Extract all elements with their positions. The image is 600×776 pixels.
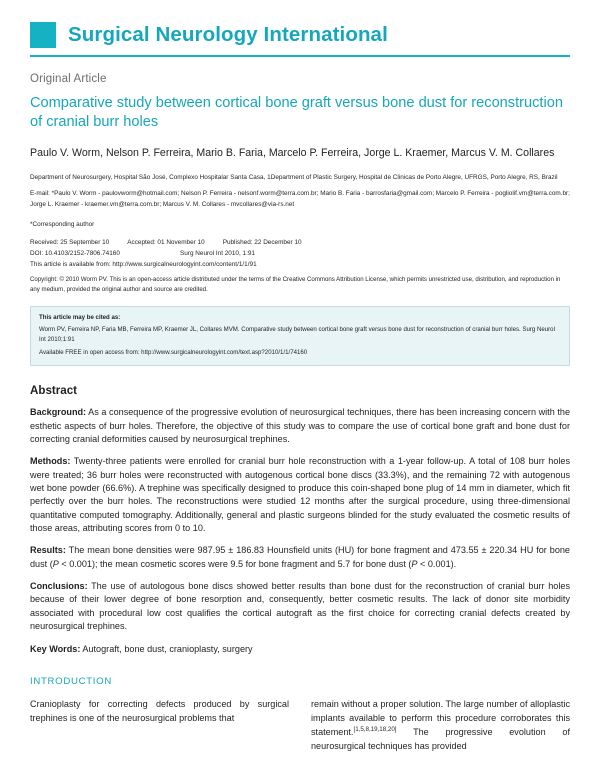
- citation-superscript: [1,5,8,19,18,20]: [353, 725, 397, 733]
- affiliations: Department of Neurosurgery, Hospital São José, Complexo Hospitalar Santa Casa, 1Department of Plastic Surgery, Hospital de Clinicas de Porto Alegre, UFRGS, Porto Alegre, RS, Brazil: [30, 173, 558, 181]
- abstract-results-p-1: P: [52, 558, 59, 569]
- abstract-heading: Abstract: [30, 384, 78, 398]
- journal-logo-mark: [30, 22, 56, 48]
- author-names: Paulo V. Worm, Nelson P. Ferreira, Mario B. Faria, Marcelo P. Ferreira, Jorge L. Kraemer, Marcus V. M. Collares: [30, 146, 555, 159]
- keywords-label: Key Words:: [30, 643, 81, 654]
- citation-box-heading: This article may be cited as:: [39, 313, 121, 321]
- copyright-note: Copyright: © 2010 Worm PV. This is an open-access article distributed under the terms of the Creative Commons Attribution License, which permits unrestricted use, distribution, and reproduction in any medium, provided the original author and source are credited.: [30, 276, 561, 294]
- citation-box: [30, 306, 570, 366]
- accepted-date: Accepted: 01 November 10: [127, 238, 205, 246]
- abstract-results-text-1: The mean bone densities were 987.95 ± 186.83 Hounsfield units (HU) for bone fragment and 473.55 ± 220.34 HU for bone dust (: [30, 545, 570, 569]
- abstract-results-text-2: < 0.001); the mean cosmetic scores were 9.5 for bone fragment and 5.7 for bone dust (: [58, 558, 412, 569]
- published-date: Published: 22 December 10: [222, 238, 302, 246]
- article-type-kicker: Original Article: [30, 73, 107, 85]
- publication-dates: [30, 237, 570, 271]
- open-access-link[interactable]: Available FREE in open access from: http://www.surgicalneurologyint.com/text.asp?2010/1/1/74160: [39, 349, 308, 357]
- abstract-results: [30, 544, 570, 571]
- abstract-methods: [30, 455, 570, 535]
- keywords: [30, 643, 570, 656]
- keywords-text: Autograft, bone dust, cranioplasty, surgery: [80, 643, 253, 654]
- masthead: [0, 0, 600, 48]
- abstract-section: [0, 366, 600, 656]
- article-title: Comparative study between cortical bone graft versus bone dust for reconstruction of cranial burr holes: [30, 95, 563, 131]
- author-list: [30, 146, 570, 161]
- corresponding-author-note: *Corresponding author: [30, 220, 95, 228]
- abstract-background: [30, 406, 570, 446]
- author-emails: E-mail: *Paulo V. Worm - paulovworm@hotmail.com; Nelson P. Ferreira - nelsonf.worm@terra.com.br; Mario B. Faria - barrosfaria@gmail.com; Marcelo P. Ferreira - pogliolif.vm@terra.com.br; Jorge L. Kraemer - kraemer.vm@terra.com.br; Marcus V. M. Collares - mvcollares@via-rs.net: [30, 190, 570, 208]
- abstract-conclusions: [30, 580, 570, 633]
- body-column-left: Cranioplasty for correcting defects produced by surgical trephines is one of the neurosurgical problems that: [30, 698, 289, 723]
- doi: DOI: 10.4103/2152-7806.74160: [30, 250, 120, 258]
- abstract-results-label: Results:: [30, 545, 66, 556]
- abstract-conclusions-label: Conclusions:: [30, 581, 88, 592]
- abstract-background-text: As a consequence of the progressive evolution of neurosurgical techniques, there has been increasing concern with the esthetic aspects of burr holes. Therefore, the objective of this study was to compare the use of cortical bone graft and bone dust for correcting cranial deformities caused by neurosurgical trephines.: [30, 407, 570, 444]
- body-columns: [0, 687, 600, 753]
- abstract-background-label: Background:: [30, 407, 87, 418]
- body-column-right: [311, 697, 570, 753]
- introduction-heading: INTRODUCTION: [30, 675, 112, 687]
- abstract-methods-text: Twenty-three patients were enrolled for cranial burr hole reconstruction with a 1-year follow-up. A total of 108 burr holes were treated; 36 burr holes were reconstructed with autogenous cortical bone discs (33.3%), and the remaining 72 with autogenous wet bone powder (66.6%). A trephine was specifically designed to produce this coin-shaped bone plug of 14 mm in diameter, which fit perfectly over the burr holes. The reconstructions were studied 12 months after the surgical procedure, using three-dimensional quantitative computed tomography. Additionally, general and plastic surgeons blinded for the study evaluated the cosmetic results of those areas, attributing scores from 0 to 10.: [30, 456, 570, 534]
- abstract-results-text-3: < 0.001).: [417, 558, 457, 569]
- article-header: [0, 57, 600, 295]
- received-date: Received: 25 September 10: [30, 238, 110, 246]
- citation-text: Worm PV, Ferreira NP, Faria MB, Ferreira MP, Kraemer JL, Collares MVM. Comparative study between cortical bone graft versus bone dust for reconstruction of cranial burr holes. Surg Neurol Int 2010;1:91: [39, 326, 555, 344]
- article-availability-note: This article is available from: http://www.surgicalneurologyint.com/content/1/1/91: [30, 261, 257, 269]
- abstract-results-p-2: P: [411, 558, 418, 569]
- abstract-methods-label: Methods:: [30, 456, 71, 467]
- journal-reference: Surg Neurol Int 2010, 1:91: [180, 250, 255, 258]
- body-right-text-1: remain without a proper solution. The large number of alloplastic implants available to perform this procedure corroborates this statement.: [311, 698, 570, 737]
- abstract-conclusions-text: The use of autologous bone discs showed better results than bone dust for the reconstruction of cranial burr holes because of their lower degree of bone resorption and, consequently, better cosmetic results. The lack of donor site morbidity associated with procedural low cost qualifies the cortical autograft as the first choice for correcting cranial defects created by neurosurgical trephines.: [30, 581, 570, 632]
- journal-title: Surgical Neurology International: [68, 23, 388, 46]
- body-right-text-2: The progressive evolution of neurosurgical techniques has provided: [311, 726, 570, 752]
